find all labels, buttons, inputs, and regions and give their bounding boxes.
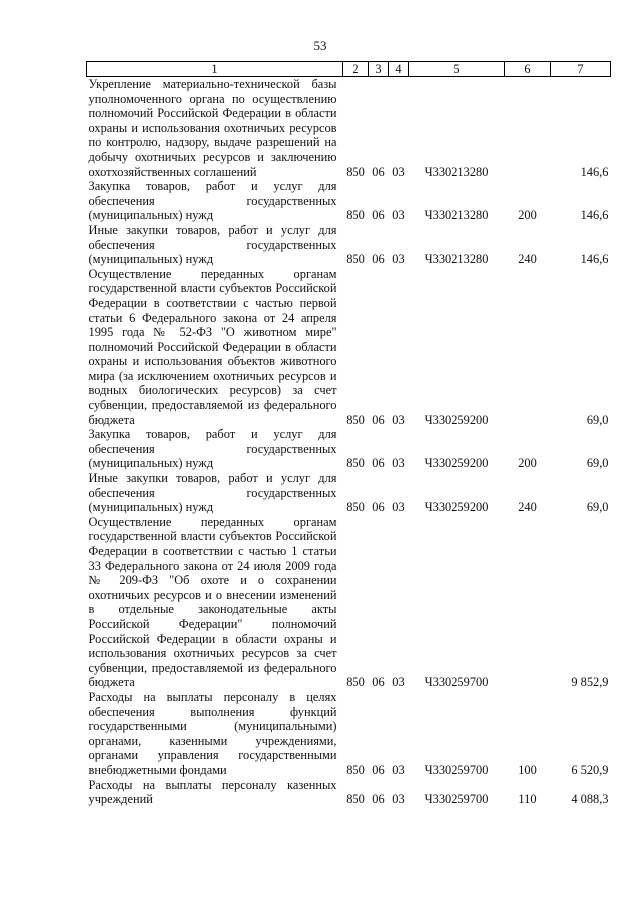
row-amount: 146,6 — [580, 208, 609, 223]
row-description: Расходы на выплаты персоналу казенных учреждений — [88, 777, 337, 807]
row-amount: 4 088,3 — [571, 792, 609, 807]
table-row — [87, 515, 611, 690]
table-row — [87, 471, 611, 515]
row-admin-code: 850 — [346, 456, 365, 471]
row-expense-type — [505, 515, 551, 690]
table-row — [87, 223, 611, 267]
row-target-code: Ч330259700 — [424, 675, 489, 690]
row-amount: 69,0 — [586, 500, 609, 515]
row-target-code: Ч330259700 — [424, 792, 489, 807]
row-expense-type: 110 — [518, 792, 537, 807]
row-target-code: Ч330213280 — [424, 208, 489, 223]
column-header-2: 2 — [343, 62, 369, 77]
row-admin-code: 850 — [346, 675, 365, 690]
row-target-code: Ч330259700 — [424, 762, 489, 777]
column-header-6: 6 — [505, 62, 551, 77]
row-expense-type: 240 — [518, 500, 537, 515]
row-admin-code: 850 — [346, 792, 365, 807]
row-target-code: Ч330259200 — [424, 412, 489, 427]
header-row — [87, 62, 611, 77]
row-description: Укрепление материально-технической базы уполномоченного органа по осуществлению полномочий Российской Федерации в области охраны и использования охотничьих ресурсов по контролю, надзору, выдаче разрешений на добычу охотничьих ресурсов и заключению охотхозяйственных соглашений — [88, 77, 337, 179]
row-admin-code: 850 — [346, 762, 365, 777]
column-header-4: 4 — [389, 62, 409, 77]
row-description: Закупка товаров, работ и услуг для обеспечения государственных (муниципальных) нужд — [88, 179, 337, 223]
row-subsection: 03 — [392, 252, 405, 267]
row-expense-type — [505, 267, 551, 428]
row-admin-code: 850 — [346, 164, 365, 179]
row-description: Закупка товаров, работ и услуг для обеспечения государственных (муниципальных) нужд — [88, 427, 337, 471]
row-expense-type — [505, 77, 551, 180]
row-target-code: Ч330259200 — [424, 456, 489, 471]
row-expense-type: 100 — [518, 762, 537, 777]
table-row — [87, 778, 611, 807]
row-subsection: 03 — [392, 792, 405, 807]
row-subsection: 03 — [392, 412, 405, 427]
row-expense-type: 200 — [518, 456, 537, 471]
column-header-7: 7 — [551, 62, 611, 77]
row-subsection: 03 — [392, 500, 405, 515]
table-header — [87, 62, 611, 77]
row-subsection: 03 — [392, 164, 405, 179]
row-description: Иные закупки товаров, работ и услуг для обеспечения государственных (муниципальных) нужд — [88, 471, 337, 515]
row-admin-code: 850 — [346, 412, 365, 427]
row-amount: 6 520,9 — [571, 762, 609, 777]
row-admin-code: 850 — [346, 252, 365, 267]
column-header-1: 1 — [87, 62, 343, 77]
table-row — [87, 179, 611, 223]
row-section: 06 — [372, 412, 385, 427]
row-amount: 9 852,9 — [571, 675, 609, 690]
row-amount: 146,6 — [580, 252, 609, 267]
row-amount: 69,0 — [586, 412, 609, 427]
row-section: 06 — [372, 164, 385, 179]
table-row — [87, 77, 611, 180]
row-subsection: 03 — [392, 762, 405, 777]
table-row — [87, 427, 611, 471]
row-admin-code: 850 — [346, 208, 365, 223]
table-body — [87, 77, 611, 807]
row-section: 06 — [372, 208, 385, 223]
column-header-5: 5 — [409, 62, 505, 77]
row-target-code: Ч330259200 — [424, 500, 489, 515]
row-subsection: 03 — [392, 675, 405, 690]
row-section: 06 — [372, 762, 385, 777]
page-number: 53 — [313, 38, 327, 53]
row-subsection: 03 — [392, 208, 405, 223]
row-description: Осуществление переданных органам государственной власти субъектов Российской Федерации в соответствии с частью 1 статьи 33 Федерального закона от 24 июля 2009 года № 209-ФЗ "Об охоте и о сохранении охотничьих ресурсов и о внесении изменений в отдельные законодательные акты Российской Федерации" полномочий Российской Федерации в области охраны и использования охотничьих ресурсов за счет субвенции, предоставляемой из федерального бюджета — [88, 514, 337, 690]
row-section: 06 — [372, 675, 385, 690]
row-expense-type: 200 — [518, 208, 537, 223]
row-description: Расходы на выплаты персоналу в целях обеспечения выполнения функций государственными (муниципальными) органами, казенными учреждениями, органами управления государственными внебюджетными фондами — [88, 689, 337, 777]
row-amount: 146,6 — [580, 164, 609, 179]
table-row — [87, 267, 611, 428]
row-target-code: Ч330213280 — [424, 252, 489, 267]
row-target-code: Ч330213280 — [424, 164, 489, 179]
row-amount: 69,0 — [586, 456, 609, 471]
column-header-3: 3 — [369, 62, 389, 77]
row-subsection: 03 — [392, 456, 405, 471]
row-expense-type: 240 — [518, 252, 537, 267]
row-section: 06 — [372, 456, 385, 471]
row-description: Иные закупки товаров, работ и услуг для обеспечения государственных (муниципальных) нужд — [88, 222, 337, 267]
table-row — [87, 690, 611, 778]
row-description: Осуществление переданных органам государственной власти субъектов Российской Федерации в соответствии с частью первой статьи 6 Федерального закона от 24 апреля 1995 года № 52-ФЗ "О животном мире" полномочий Российской Федерации в области охраны и использования объектов животного мира (за исключением охотничьих ресурсов и водных биологических ресурсов) за счет субвенции, предоставляемой из федерального бюджета — [88, 266, 337, 427]
budget-table — [86, 61, 611, 807]
row-section: 06 — [372, 500, 385, 515]
row-section: 06 — [372, 792, 385, 807]
row-section: 06 — [372, 252, 385, 267]
row-admin-code: 850 — [346, 500, 365, 515]
